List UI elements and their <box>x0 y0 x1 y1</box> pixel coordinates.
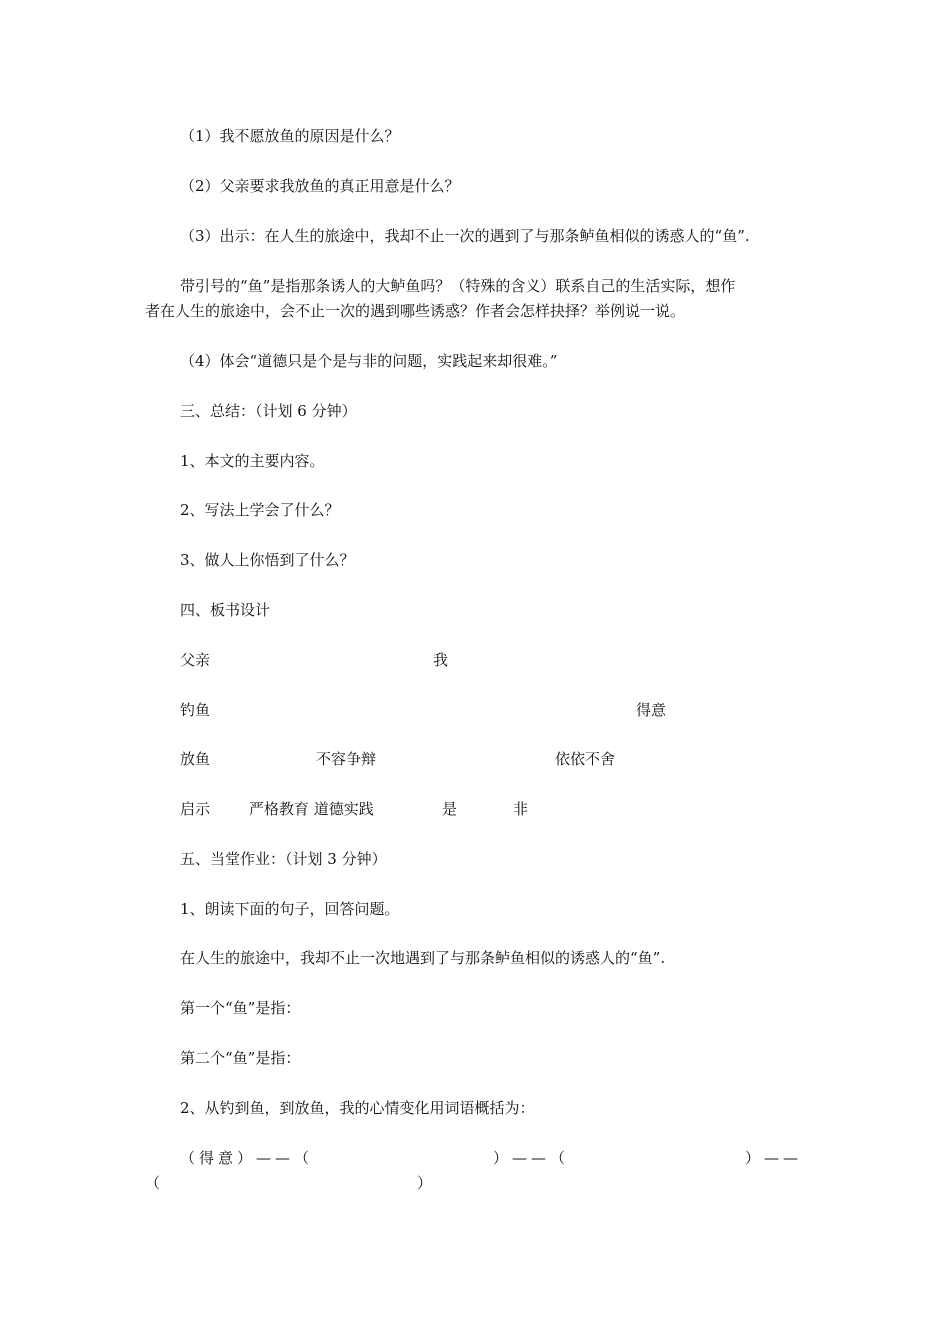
board-indisputable: 不容争辩 <box>316 750 377 768</box>
question-3-follow-line-2: 者在人生的旅途中，会不止一次的遇到哪些诱惑？作者会怎样抉择？举例说一说。 <box>145 302 686 320</box>
summary-item: 1、本文的主要内容。 <box>180 452 325 470</box>
question-3-follow-line-1: 带引号的“鱼”是指那条诱人的大鲈鱼吗？（特殊的含义）联系自己的生活实际，想作 <box>180 277 736 295</box>
board-heading: 四、板书设计 <box>180 601 271 619</box>
blank-close-3: ） <box>417 1174 433 1192</box>
board-proud: 得意 <box>636 701 667 719</box>
board-catch-fish: 钓鱼 <box>180 701 211 719</box>
board-me: 我 <box>433 651 449 669</box>
blank-open-3: （ <box>145 1174 161 1192</box>
blank-close-1: ）——（ <box>493 1149 570 1167</box>
question-3: （3）出示：在人生的旅途中，我却不止一次的遇到了与那条鲈鱼相似的诱惑人的“鱼”. <box>180 227 750 245</box>
board-reluctant: 依依不舍 <box>555 750 616 768</box>
homework-fish-1: 第一个“鱼”是指： <box>180 999 301 1017</box>
question-2: （2）父亲要求我放鱼的真正用意是什么？ <box>180 177 460 195</box>
homework-fish-2: 第二个“鱼”是指： <box>180 1049 301 1067</box>
summary-heading: 三、总结：（计划 6 分钟） <box>180 402 357 420</box>
homework-sentence: 在人生的旅途中，我却不止一次地遇到了与那条鲈鱼相似的诱惑人的“鱼”. <box>180 949 666 967</box>
board-father: 父亲 <box>180 651 211 669</box>
board-right: 是 <box>442 800 458 818</box>
homework-item-1: 1、朗读下面的句子，回答问题。 <box>180 900 400 918</box>
summary-item: 3、做人上你悟到了什么？ <box>180 551 355 569</box>
board-release-fish: 放鱼 <box>180 750 211 768</box>
question-4: （4）体会“道德只是个是与非的问题，实践起来却很难。” <box>180 352 558 370</box>
summary-item: 2、写法上学会了什么？ <box>180 501 340 519</box>
blank-open-1: （得意）——（ <box>180 1149 314 1167</box>
board-revelation: 启示 <box>180 800 211 818</box>
homework-heading: 五、当堂作业：（计划 3 分钟） <box>180 850 387 868</box>
board-wrong: 非 <box>513 800 529 818</box>
board-education-practice: 严格教育 道德实践 <box>249 800 374 818</box>
homework-item-2: 2、从钓到鱼，到放鱼，我的心情变化用词语概括为： <box>180 1099 535 1117</box>
blank-close-2: ）—— <box>745 1149 803 1167</box>
question-1: （1）我不愿放鱼的原因是什么？ <box>180 127 400 145</box>
